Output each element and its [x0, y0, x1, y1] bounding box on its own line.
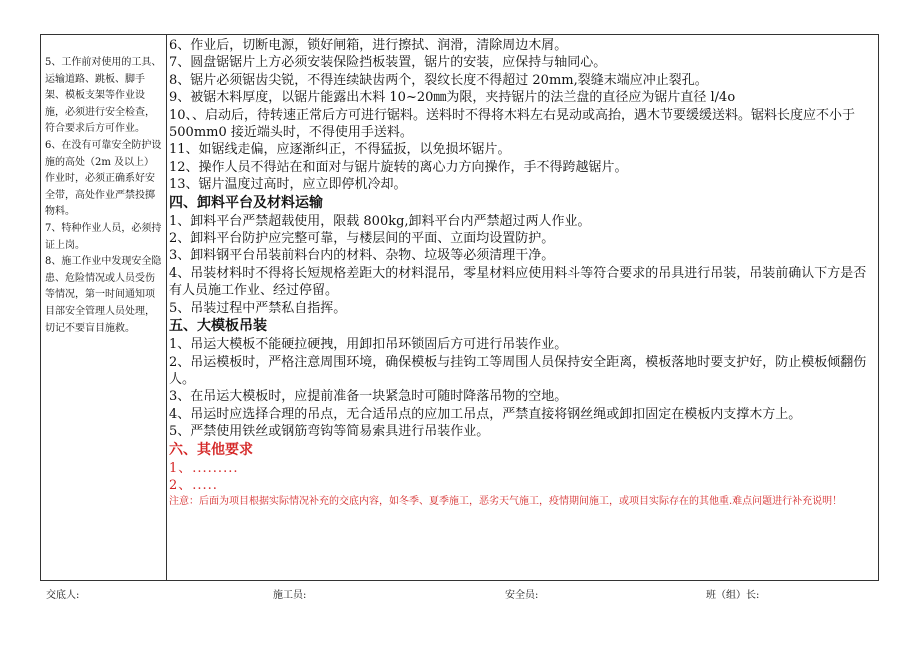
column-divider	[166, 35, 167, 580]
saw-item: 9、被锯木料厚度，以锯片能露出木料 10~20㎜为限，夹持锯片的法兰盘的直径应为锯片直径 l/4o	[169, 90, 736, 106]
section-6-item: 2、.....	[169, 477, 218, 493]
section-5-item: 3、在吊运大模板时，应提前准备一块紧急时可随时降落吊物的空地。	[169, 389, 568, 405]
saw-item: 13、锯片温度过高时，应立即停机冷却。	[169, 177, 407, 193]
saw-item: 12、操作人员不得站在和面对与锯片旋转的离心力方向操作，手不得跨越锯片。	[169, 159, 628, 175]
disclosure-table	[40, 34, 879, 581]
saw-item: 11、如锯线走偏，应逐渐纠正，不得猛扳，以免损坏锯片。	[169, 142, 511, 158]
left-item: 8、施工作业中发现安全隐患、危险情况或人员受伤等情况，第一时间通知项目部安全管理人员处理，切记不要盲目施救。	[45, 256, 162, 334]
signature-row	[0, 586, 920, 602]
section-4-item: 2、卸料平台防护应完整可靠，与楼层间的平面、立面均设置防护。	[169, 231, 555, 247]
section-4-title: 四、卸料平台及材料运输	[169, 194, 323, 211]
section-4-item: 5、吊装过程中严禁私自指挥。	[169, 300, 347, 316]
safety-officer-label: 安全员:	[505, 590, 539, 601]
supplement-note: 注意：后面为项目根据实际情况补充的交底内容，如冬季、夏季施工，恶劣天气施工，疫情期间施工，或项目实际存在的其他重.难点问题进行补充说明！	[169, 496, 843, 508]
team-leader-label: 班（组）长:	[706, 590, 760, 601]
right-column	[169, 37, 877, 510]
left-column	[45, 55, 163, 337]
section-6-item: 1、.........	[169, 460, 239, 476]
section-5-item: 1、吊运大模板不能硬拉硬拽，用卸扣吊环锁固后方可进行吊装作业。	[169, 337, 568, 353]
section-5-item: 2、吊运模板时，严格注意周围环境，确保模板与挂钩工等周围人员保持安全距离，模板落地时要支护好，防止模板倾翻伤人。	[169, 354, 867, 387]
left-item: 5、工作前对使用的工具、运输道路、跳板、脚手架、模板支架等作业设施，必须进行安全检查，符合要求后方可作业。	[45, 57, 162, 135]
saw-item: 6、作业后，切断电源，锁好闸箱，进行擦拭、润滑，清除周边木屑。	[169, 38, 568, 53]
disclosure-person-label: 交底人:	[46, 590, 80, 601]
left-item: 6、在没有可靠安全防护设施的高处（2m 及以上）作业时，必须正确系好安全带，高处作业严禁投掷物料。	[45, 139, 162, 218]
worker-label: 施工员:	[273, 590, 307, 601]
section-5-title: 五、大模板吊装	[169, 318, 267, 335]
section-5-item: 5、严禁使用铁丝或钢筋弯钩等简易索具进行吊装作业。	[169, 424, 490, 440]
section-4-item: 1、卸料平台严禁超载使用，限载 800kg,卸料平台内严禁超过两人作业。	[169, 213, 591, 229]
saw-item: 7、圆盘锯锯片上方必须安装保险挡板装置，锯片的安装，应保持与轴同心。	[169, 55, 607, 71]
section-4-item: 3、卸料钢平台吊装前料台内的材料、杂物、垃圾等必须清理干净。	[169, 248, 555, 264]
left-item: 7、特种作业人员，必须持证上岗。	[45, 222, 162, 251]
section-6-title: 六、其他要求	[169, 441, 253, 458]
section-5-item: 4、吊运时应选择合理的吊点，无合适吊点的应加工吊点，严禁直接将钢丝绳或卸扣固定在模板内支撑木方上。	[169, 406, 802, 422]
saw-item: 10、、启动后，待转速正常后方可进行锯料。送料时不得将木料左右晃动或高抬，遇木节要缓缓送料。锯料长度应不小于 500mm0 接近端头时，不得使用手送料。	[169, 107, 856, 141]
section-4-item: 4、吊装材料时不得将长短规格差距大的材料混吊，零星材料应使用料斗等符合要求的吊具进行吊装，吊装前确认下方是否有人员施工作业、经过停留。	[169, 265, 867, 299]
saw-item: 8、锯片必须锯齿尖锐，不得连续缺齿两个，裂纹长度不得超过 20mm,裂缝末端应冲止裂孔。	[169, 72, 708, 88]
